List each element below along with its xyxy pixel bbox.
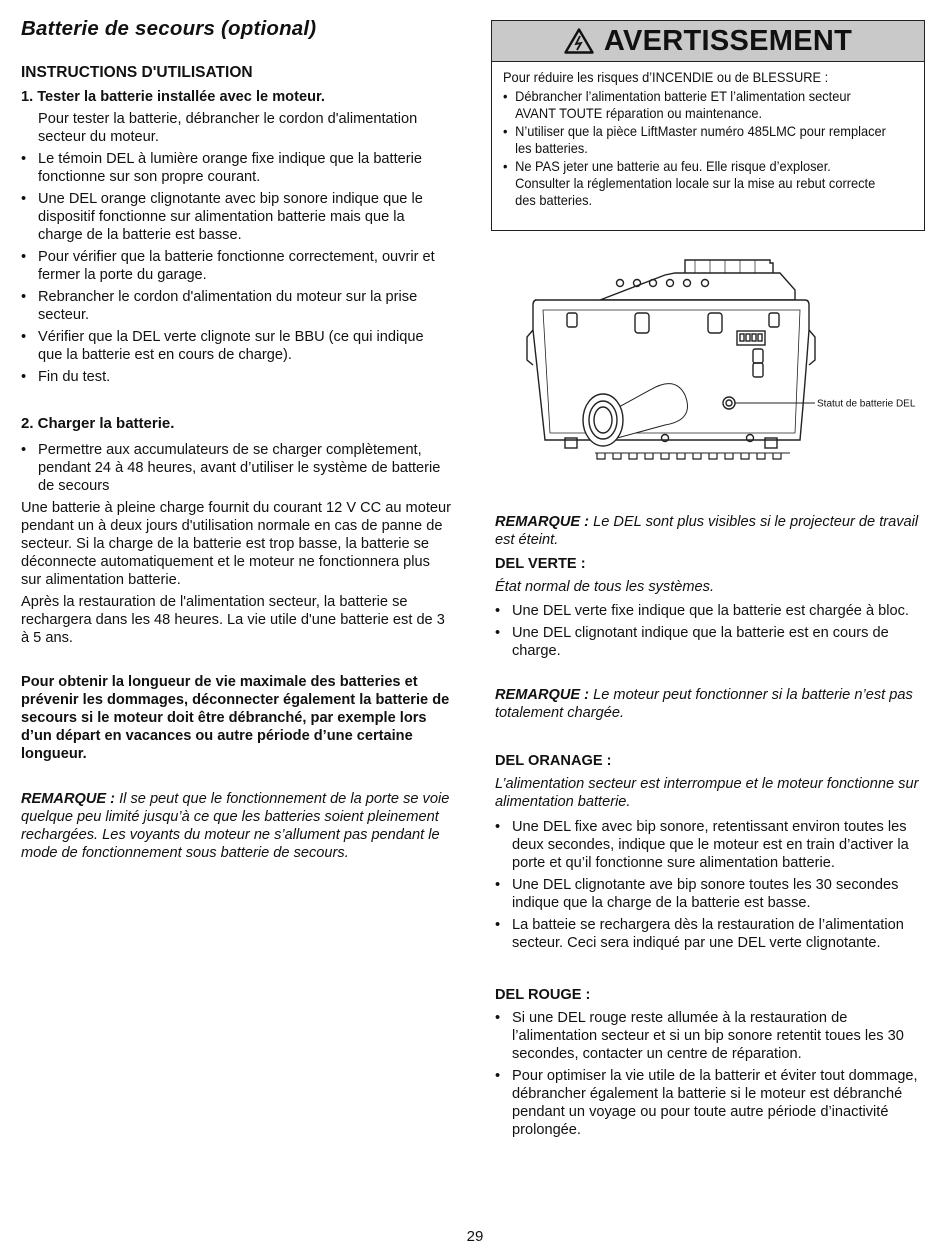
warning-header xyxy=(492,21,924,62)
del-orange-bullets xyxy=(495,818,931,956)
remarque1 xyxy=(495,513,925,549)
list-item: • Ne PAS jeter une batterie au feu. Elle risque d’exploser. Consulter la réglementation locale sur la mise au rebut correcte des batteries. xyxy=(503,158,886,209)
del-orange-subtitle: L’alimentation secteur est interrompue et le moteur fonctionne sur alimentation batterie. xyxy=(495,776,919,810)
step1-intro: Pour tester la batterie, débrancher le cordon d'alimentation secteur du moteur. xyxy=(38,111,418,145)
list-item: • Le témoin DEL à lumière orange fixe indique que la batterie fonctionne sur son propre courant. xyxy=(21,150,451,186)
warning-intro: Pour réduire les risques d’INCENDIE ou de BLESSURE : xyxy=(503,70,829,85)
warning-bullets xyxy=(503,88,886,209)
warning-title: AVERTISSEMENT xyxy=(603,24,853,57)
del-verte-bullets xyxy=(495,602,925,664)
instructions-heading: INSTRUCTIONS D'UTILISATION xyxy=(21,64,253,81)
remarque-text: Il se peut que le fonctionnement de la porte se voie quelque peu limité jusqu’à ce que les batteries soient pleinement rechargées. Les voyants du moteur ne s’allument pas pendant le mode de fonctionnement sous batterie de secours. xyxy=(21,791,450,861)
step1-title: 1. Tester la batterie installée avec le moteur. xyxy=(21,89,325,105)
led-status-label: Statut de batterie DEL xyxy=(817,398,916,410)
list-item: • La batteie se rechargera dès la restauration de l’alimentation secteur. Ceci sera indiqué par une DEL verte clignotante. xyxy=(495,916,931,952)
remarque1-text: Le DEL sont plus visibles si le projecteur de travail est éteint. xyxy=(495,514,919,548)
del-rouge-bullets xyxy=(495,1009,931,1143)
warning-box xyxy=(491,20,925,231)
list-item: • N’utiliser que la pièce LiftMaster numéro 485LMC pour remplacer les batteries. xyxy=(503,123,886,157)
list-item: • Une DEL fixe avec bip sonore, retentissant environ toutes les deux secondes, indique que le moteur est en train d’activer la porte et qu’il fonctionne sure alimentation batterie. xyxy=(495,818,931,872)
list-item: • Une DEL orange clignotante avec bip sonore indique que le dispositif fonctionne sur alimentation batterie mais que la charge de la batterie est basse. xyxy=(21,190,451,244)
del-verte-heading: DEL VERTE : xyxy=(495,556,586,572)
step2-bullets xyxy=(21,441,451,499)
del-orange-heading: DEL ORANAGE : xyxy=(495,753,612,769)
list-item: • Pour optimiser la vie utile de la batterir et éviter tout dommage, débrancher également la batterie si le moteur est débranché pendant un voyage ou pour toute autre période d’inactivité prolongée. xyxy=(495,1067,931,1139)
list-item: • Une DEL clignotant indique que la batterie est en cours de charge. xyxy=(495,624,925,660)
step1-bullets xyxy=(21,150,451,390)
remarque-label: REMARQUE : xyxy=(21,791,116,807)
list-item: • Vérifier que la DEL verte clignote sur le BBU (ce qui indique que la batterie est en cours de charge). xyxy=(21,328,451,364)
list-item: • Pour vérifier que la batterie fonctionne correctement, ouvrir et fermer la porte du garage. xyxy=(21,248,451,284)
remarque1-label: REMARQUE : xyxy=(495,514,590,530)
page-number: 29 xyxy=(466,1228,484,1245)
remarque-note xyxy=(21,790,451,862)
del-verte-subtitle: État normal de tous les systèmes. xyxy=(495,579,714,595)
remarque2-label: REMARQUE : xyxy=(495,687,590,703)
page-title: Batterie de secours (optional) xyxy=(21,17,317,40)
step2-para2: Après la restauration de l'alimentation secteur, la batterie se rechargera dans les 48 heures. La vie utile d'une batterie est de 3 à 5 ans. xyxy=(21,594,445,646)
motor-unit-diagram xyxy=(525,255,920,470)
step2-title: 2. Charger la batterie. xyxy=(21,415,175,432)
del-rouge-heading: DEL ROUGE : xyxy=(495,987,591,1003)
list-item: • Permettre aux accumulateurs de se charger complètement, pendant 24 à 48 heures, avant d’utiliser le système de batterie de secours xyxy=(21,441,451,495)
remarque2 xyxy=(495,686,925,722)
warning-triangle-icon xyxy=(564,28,594,54)
bold-note: Pour obtenir la longueur de vie maximale des batteries et prévenir les dommages, déconnecter également la batterie de secours si le moteur doit être débranché, par exemple lors d’un départ en vacances ou autre période d’une certaine longueur. xyxy=(21,674,450,762)
list-item: • Rebrancher le cordon d'alimentation du moteur sur la prise secteur. xyxy=(21,288,451,324)
warning-body xyxy=(503,69,886,210)
list-item: • Si une DEL rouge reste allumée à la restauration de l’alimentation secteur et si un bip sonore retentit toues les 30 secondes, contacter un centre de réparation. xyxy=(495,1009,931,1063)
list-item: • Une DEL clignotante ave bip sonore toutes les 30 secondes indique que la charge de la batterie est basse. xyxy=(495,876,931,912)
remarque2-text: Le moteur peut fonctionner si la batterie n’est pas totalement chargée. xyxy=(495,687,913,721)
list-item: • Fin du test. xyxy=(21,368,451,386)
list-item: • Une DEL verte fixe indique que la batterie est chargée à bloc. xyxy=(495,602,925,620)
step2-para1: Une batterie à pleine charge fournit du courant 12 V CC au moteur pendant un à deux jours d'utilisation normale en cas de panne de secteur. Si la charge de la batterie est trop basse, la batterie se déconnecte automatiquement et le moteur ne fonctionnera plus sur alimentation batterie. xyxy=(21,500,451,588)
list-item: • Débrancher l’alimentation batterie ET l’alimentation secteur AVANT TOUTE réparation ou maintenance. xyxy=(503,88,886,122)
